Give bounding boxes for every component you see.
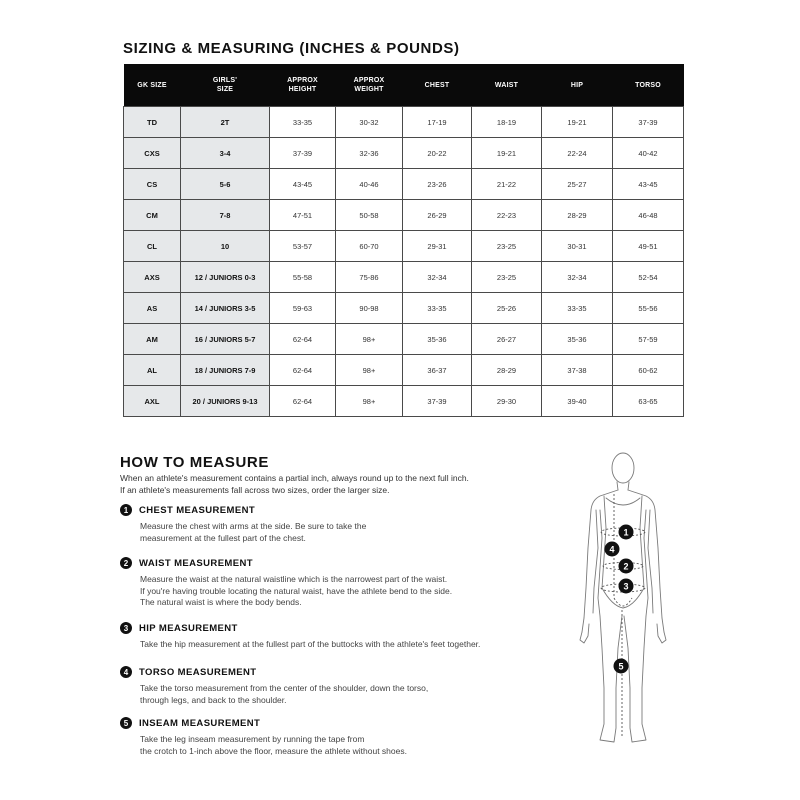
step-number-badge: 4	[120, 666, 132, 678]
girls-size-cell: 20 / JUNIORS 9-13	[181, 386, 270, 417]
gk-size-cell: AL	[124, 355, 181, 386]
table-cell: 26-27	[472, 324, 542, 355]
sizing-title: SIZING & MEASURING (INCHES & POUNDS)	[123, 40, 460, 57]
table-cell: 53-57	[270, 231, 336, 262]
table-header-row	[124, 64, 684, 107]
table-cell: 28-29	[472, 355, 542, 386]
step-text: If you're having trouble locating the natural waist, have the athlete bend to the side.	[140, 585, 453, 596]
table-cell: 30-32	[336, 107, 403, 138]
step-number-badge: 1	[120, 504, 132, 516]
step-torso	[120, 665, 580, 706]
gk-size-cell: AXL	[124, 386, 181, 417]
table-cell: 19-21	[542, 107, 613, 138]
gk-size-cell: CXS	[124, 138, 181, 169]
table-cell: 25-27	[542, 169, 613, 200]
table-cell: 22-23	[472, 200, 542, 231]
intro-line: When an athlete's measurement contains a partial inch, always round up to the next full inch.	[120, 473, 469, 483]
sizing-table	[123, 64, 684, 417]
table-row	[124, 169, 684, 200]
table-cell: 49-51	[613, 231, 684, 262]
table-cell: 36-37	[403, 355, 472, 386]
gk-size-cell: TD	[124, 107, 181, 138]
table-cell: 26-29	[403, 200, 472, 231]
girls-size-cell: 2T	[181, 107, 270, 138]
table-row	[124, 355, 684, 386]
step-title: TORSO MEASUREMENT	[139, 666, 257, 678]
table-cell: 32-34	[542, 262, 613, 293]
gk-size-cell: AS	[124, 293, 181, 324]
table-cell: 40-42	[613, 138, 684, 169]
table-cell: 55-56	[613, 293, 684, 324]
step-number-badge: 3	[120, 622, 132, 634]
table-cell: 33-35	[270, 107, 336, 138]
girls-size-cell: 18 / JUNIORS 7-9	[181, 355, 270, 386]
girls-size-cell: 14 / JUNIORS 3-5	[181, 293, 270, 324]
step-text: Take the torso measurement from the center of the shoulder, down the torso,	[140, 683, 429, 693]
table-cell: 35-36	[542, 324, 613, 355]
table-cell: 46-48	[613, 200, 684, 231]
marker-2	[619, 559, 634, 574]
athlete-silhouette	[580, 453, 666, 742]
col-header: HIP	[542, 64, 613, 107]
col-header: CHEST	[403, 64, 472, 107]
table-cell: 37-39	[613, 107, 684, 138]
girls-size-cell: 16 / JUNIORS 5-7	[181, 324, 270, 355]
step-number-badge: 2	[120, 557, 132, 569]
table-cell: 98+	[336, 386, 403, 417]
marker-4	[605, 542, 620, 557]
table-row	[124, 138, 684, 169]
step-title: WAIST MEASUREMENT	[139, 557, 253, 569]
step-text: Measure the waist at the natural waistline which is the narrowest part of the waist.	[140, 574, 448, 584]
table-cell: 33-35	[403, 293, 472, 324]
table-cell: 28-29	[542, 200, 613, 231]
table-cell: 33-35	[542, 293, 613, 324]
table-body	[124, 107, 684, 417]
table-cell: 32-34	[403, 262, 472, 293]
table-cell: 17-19	[403, 107, 472, 138]
gk-size-cell: CS	[124, 169, 181, 200]
table-cell: 39-40	[542, 386, 613, 417]
table-cell: 50-58	[336, 200, 403, 231]
table-row	[124, 200, 684, 231]
gk-size-cell: AXS	[124, 262, 181, 293]
step-waist	[120, 556, 580, 609]
how-to-measure-title: HOW TO MEASURE	[120, 454, 269, 471]
table-cell: 29-30	[472, 386, 542, 417]
col-header: APPROX WEIGHT	[336, 64, 403, 107]
table-cell: 62-64	[270, 355, 336, 386]
marker-1	[619, 525, 634, 540]
step-title: INSEAM MEASUREMENT	[139, 717, 261, 729]
table-cell: 75-86	[336, 262, 403, 293]
girls-size-cell: 7-8	[181, 200, 270, 231]
table-cell: 37-38	[542, 355, 613, 386]
girls-size-cell: 10	[181, 231, 270, 262]
intro-line: If an athlete's measurements fall across two sizes, order the larger size.	[120, 484, 390, 495]
table-cell: 90-98	[336, 293, 403, 324]
table-cell: 57-59	[613, 324, 684, 355]
step-text: Take the hip measurement at the fullest part of the buttocks with the athlete's feet together.	[140, 639, 481, 649]
marker-label: 2	[623, 561, 629, 572]
table-cell: 37-39	[270, 138, 336, 169]
table-cell: 40-46	[336, 169, 403, 200]
table-cell: 47-51	[270, 200, 336, 231]
table-cell: 98+	[336, 355, 403, 386]
step-title: HIP MEASUREMENT	[139, 622, 238, 634]
table-cell: 62-64	[270, 324, 336, 355]
marker-5	[614, 659, 629, 674]
col-header: TORSO	[613, 64, 684, 107]
intro-text	[120, 473, 570, 496]
table-cell: 35-36	[403, 324, 472, 355]
gk-size-cell: CL	[124, 231, 181, 262]
step-text: through legs, and back to the shoulder.	[140, 694, 287, 705]
step-number-badge: 5	[120, 717, 132, 729]
table-cell: 52-54	[613, 262, 684, 293]
table-cell: 32-36	[336, 138, 403, 169]
table-cell: 29-31	[403, 231, 472, 262]
step-inseam	[120, 716, 580, 757]
table-row	[124, 324, 684, 355]
marker-label: 4	[609, 544, 615, 555]
marker-label: 5	[618, 661, 624, 672]
table-cell: 21-22	[472, 169, 542, 200]
table-cell: 23-25	[472, 231, 542, 262]
table-row	[124, 262, 684, 293]
step-hip	[120, 621, 580, 651]
table-cell: 23-25	[472, 262, 542, 293]
table-cell: 62-64	[270, 386, 336, 417]
col-header: APPROX HEIGHT	[270, 64, 336, 107]
girls-size-cell: 3-4	[181, 138, 270, 169]
body-measurement-figure	[560, 448, 690, 758]
girls-size-cell: 12 / JUNIORS 0-3	[181, 262, 270, 293]
step-text: Take the leg inseam measurement by running the tape from	[140, 734, 365, 744]
table-cell: 30-31	[542, 231, 613, 262]
step-text: measurement at the fullest part of the chest.	[140, 532, 306, 543]
table-row	[124, 231, 684, 262]
table-cell: 98+	[336, 324, 403, 355]
step-title: CHEST MEASUREMENT	[139, 504, 256, 516]
marker-label: 3	[623, 581, 629, 592]
table-cell: 37-39	[403, 386, 472, 417]
gk-size-cell: AM	[124, 324, 181, 355]
table-cell: 55-58	[270, 262, 336, 293]
col-header: GK SIZE	[124, 64, 181, 107]
table-row	[124, 293, 684, 324]
gk-size-cell: CM	[124, 200, 181, 231]
table-cell: 43-45	[613, 169, 684, 200]
step-text: the crotch to 1-inch above the floor, measure the athlete without shoes.	[140, 745, 407, 756]
girls-size-cell: 5-6	[181, 169, 270, 200]
table-row	[124, 107, 684, 138]
table-cell: 60-62	[613, 355, 684, 386]
table-cell: 60-70	[336, 231, 403, 262]
step-text: The natural waist is where the body bends.	[140, 597, 302, 607]
table-cell: 19-21	[472, 138, 542, 169]
step-chest	[120, 503, 580, 544]
col-header: GIRLS' SIZE	[181, 64, 270, 107]
table-cell: 22-24	[542, 138, 613, 169]
table-cell: 20-22	[403, 138, 472, 169]
table-cell: 25-26	[472, 293, 542, 324]
table-row	[124, 386, 684, 417]
table-cell: 18-19	[472, 107, 542, 138]
marker-3	[619, 579, 634, 594]
table-cell: 23-26	[403, 169, 472, 200]
table-cell: 43-45	[270, 169, 336, 200]
step-text: Measure the chest with arms at the side. Be sure to take the	[140, 521, 367, 531]
table-cell: 59-63	[270, 293, 336, 324]
marker-label: 1	[623, 527, 629, 538]
table-cell: 63-65	[613, 386, 684, 417]
col-header: WAIST	[472, 64, 542, 107]
